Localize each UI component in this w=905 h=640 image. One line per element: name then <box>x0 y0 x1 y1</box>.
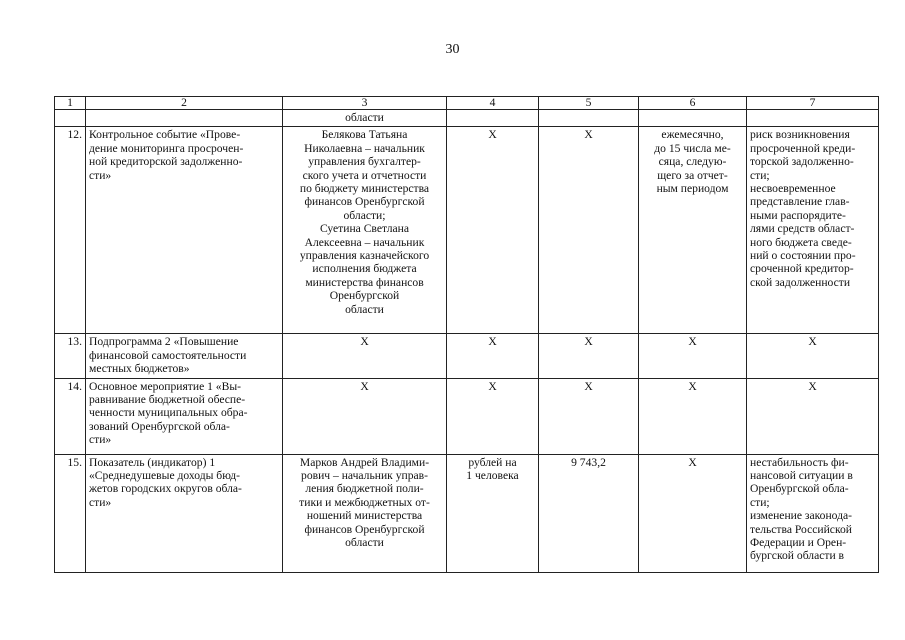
row-responsible: Х <box>360 335 369 349</box>
empty-cell <box>747 110 879 127</box>
document-table <box>54 96 879 573</box>
row-unit: Х <box>488 128 497 142</box>
row-period: Х <box>688 335 697 349</box>
header-cell: 2 <box>86 97 283 110</box>
row-name: Контрольное событие «Прове- дение мониторинга просрочен- ной кредиторской задолженно- сти» <box>89 128 244 182</box>
row-value: Х <box>584 379 593 393</box>
continuation-text: области <box>283 110 447 127</box>
empty-cell <box>447 110 539 127</box>
header-cell: 3 <box>283 97 447 110</box>
row-period: Х <box>688 455 697 469</box>
row-responsible: Марков Андрей Владими- рович – начальник управ- ления бюджетной поли- тики и межбюджетных от- ношений министерства финансов Оренбургской области <box>299 455 430 550</box>
row-number: 15. <box>55 454 86 572</box>
row-risks: риск возникновения просроченной креди- торской задолженно- сти; несвоевременное представление глав- ными распорядите- лями средств област- ного бюджета сведе- ний о состоянии про- сроченной кредитор- ской задолженности <box>750 128 856 289</box>
header-row <box>55 97 879 110</box>
row-number: 12. <box>55 127 86 334</box>
row-responsible: Х <box>360 379 369 393</box>
row-period: Х <box>688 379 697 393</box>
table-row <box>55 378 879 454</box>
row-value: Х <box>584 335 593 349</box>
empty-cell <box>539 110 639 127</box>
row-unit: рублей на 1 человека <box>466 455 519 483</box>
header-cell: 4 <box>447 97 539 110</box>
empty-cell <box>86 110 283 127</box>
table-row <box>55 334 879 378</box>
row-name: Показатель (индикатор) 1 «Среднедушевые доходы бюд- жетов городских округов обла- сти» <box>89 455 242 509</box>
page-number: 30 <box>445 42 460 57</box>
empty-cell <box>639 110 747 127</box>
table-row <box>55 127 879 334</box>
row-risks: нестабильность фи- нансовой ситуации в Оренбургской обла- сти; изменение законода- тельства Российской Федерации и Орен- бургской области в <box>750 455 853 563</box>
row-period: ежемесячно, до 15 числа ме- сяца, следую- щего за отчет- ным периодом <box>654 128 731 196</box>
row-name: Основное мероприятие 1 «Вы- равнивание бюджетной обеспе- ченности муниципальных обра- зований Оренбургской обла- сти» <box>89 379 248 447</box>
row-number: 14. <box>55 378 86 454</box>
row-risks: Х <box>808 379 817 393</box>
empty-cell <box>55 110 86 127</box>
row-risks: Х <box>808 335 817 349</box>
row-number: 13. <box>55 334 86 378</box>
row-value: 9 743,2 <box>571 455 606 469</box>
row-unit: Х <box>488 335 497 349</box>
row-name: Подпрограмма 2 «Повышение финансовой самостоятельности местных бюджетов» <box>89 335 247 376</box>
header-cell: 1 <box>55 97 86 110</box>
row-responsible: Белякова Татьяна Николаевна – начальник управления бухгалтер- ского учета и отчетности по бюджету министерства финансов Оренбургской области; Суетина Светлана Алексеевна – начальник управления казначейского исполнения бюджета министерства финансов Оренбургской области <box>299 128 430 316</box>
header-cell: 6 <box>639 97 747 110</box>
header-cell: 7 <box>747 97 879 110</box>
header-cell: 5 <box>539 97 639 110</box>
table-row <box>55 454 879 572</box>
row-unit: Х <box>488 379 497 393</box>
row-value: Х <box>584 128 593 142</box>
continuation-row <box>55 110 879 127</box>
